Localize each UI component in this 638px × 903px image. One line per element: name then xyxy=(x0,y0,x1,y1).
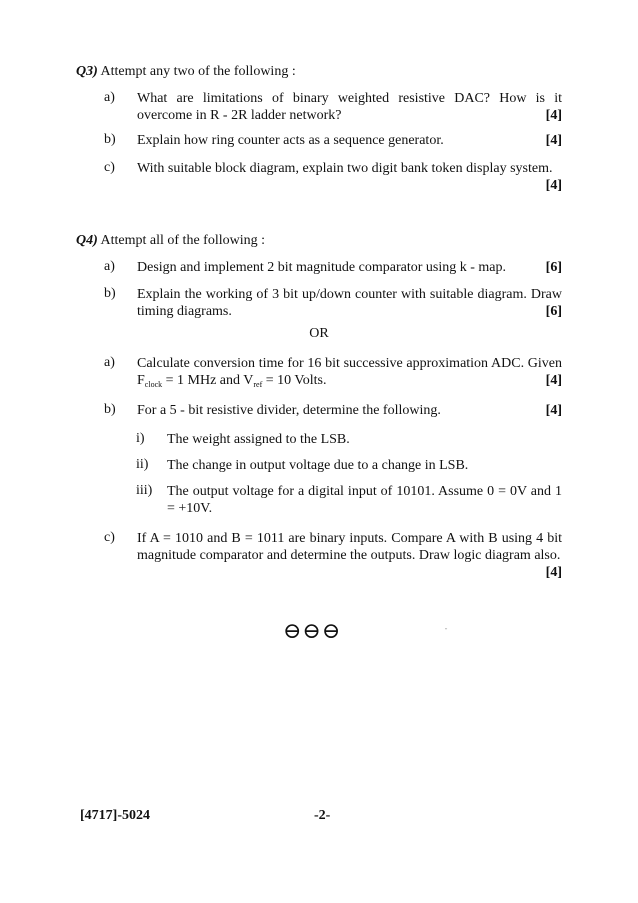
item-text: Calculate conversion time for 16 bit successive approximation ADC. Given F xyxy=(137,356,562,388)
item-label: a) xyxy=(104,259,115,274)
item-label: c) xyxy=(104,530,115,545)
item-label: b) xyxy=(104,132,116,147)
q4-alt-b-sub-i xyxy=(136,431,562,451)
q3-heading xyxy=(76,64,296,80)
item-label: b) xyxy=(104,402,116,417)
item-marks: [4] xyxy=(545,133,562,148)
item-marks: [4] xyxy=(545,108,562,123)
or-separator: OR xyxy=(309,326,329,341)
q3-instruction: Attempt any two of the following : xyxy=(100,64,296,79)
item-label: b) xyxy=(104,286,116,301)
item-marks: [4] xyxy=(545,565,562,580)
q3-item-c xyxy=(104,160,562,200)
q4-heading xyxy=(76,233,265,249)
page-number: -2- xyxy=(314,808,331,823)
q4-number: Q4) xyxy=(76,233,98,248)
item-label: a) xyxy=(104,90,115,105)
q4-item-b xyxy=(104,286,562,326)
q3-item-b xyxy=(104,132,562,152)
item-text-end: = 10 Volts. xyxy=(262,373,327,388)
item-marks: [4] xyxy=(545,178,562,193)
item-text: If A = 1010 and B = 1011 are binary inputs. Compare A with B using 4 bit magnitude comparator and determine the outputs. Draw logic diagram also. xyxy=(137,531,562,563)
clock-subscript: clock xyxy=(144,380,163,389)
item-marks: [6] xyxy=(545,304,562,319)
ref-subscript: ref xyxy=(253,380,263,389)
item-text: For a 5 - bit resistive divider, determine the following. xyxy=(137,403,441,418)
item-marks: [4] xyxy=(545,373,562,388)
item-text-cont: = 1 MHz and V xyxy=(162,373,254,388)
q4-alt-item-c xyxy=(104,530,562,590)
q4-instruction: Attempt all of the following : xyxy=(100,233,265,248)
q4-alt-b-sub-ii xyxy=(136,457,562,477)
item-text: Explain the working of 3 bit up/down counter with suitable diagram. Draw timing diagrams. xyxy=(137,287,562,319)
subitem-label: i) xyxy=(136,431,145,446)
q3-item-a xyxy=(104,90,562,130)
subitem-text: The change in output voltage due to a change in LSB. xyxy=(167,458,469,473)
q4-alt-item-b xyxy=(104,402,562,422)
item-marks: [4] xyxy=(545,403,562,418)
paper-code: [4717]-5024 xyxy=(80,808,150,823)
item-text: What are limitations of binary weighted resistive DAC? How is it overcome in R - 2R ladder network? xyxy=(137,91,562,123)
item-marks: [6] xyxy=(545,260,562,275)
q3-number: Q3) xyxy=(76,64,98,79)
subitem-label: ii) xyxy=(136,457,149,472)
item-text: With suitable block diagram, explain two digit bank token display system. xyxy=(137,161,553,176)
q4-alt-b-sub-iii xyxy=(136,483,562,523)
item-label: a) xyxy=(104,355,115,370)
stray-mark: " xyxy=(445,628,448,634)
item-label: c) xyxy=(104,160,115,175)
item-text: Explain how ring counter acts as a sequence generator. xyxy=(137,133,444,148)
subitem-text: The weight assigned to the LSB. xyxy=(167,432,350,447)
subitem-text: The output voltage for a digital input of 10101. Assume 0 = 0V and 1 = +10V. xyxy=(167,484,562,516)
subitem-label: iii) xyxy=(136,483,153,498)
end-symbols: ⊖⊖⊖ xyxy=(283,618,342,643)
item-text: Design and implement 2 bit magnitude comparator using k - map. xyxy=(137,260,506,275)
q4-alt-item-a xyxy=(104,355,562,395)
q4-item-a xyxy=(104,259,562,279)
